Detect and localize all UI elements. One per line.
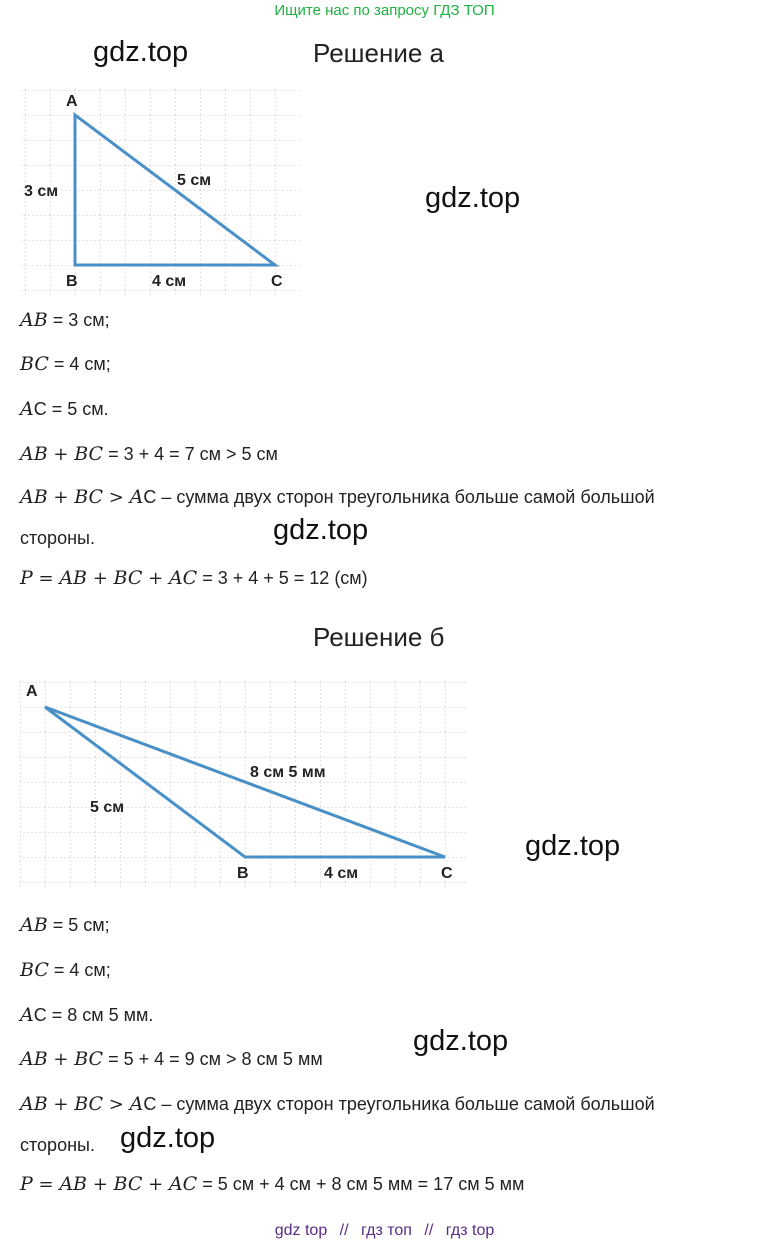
vertex-label-c: C — [441, 865, 453, 882]
footer-link-gdz-top-mixed[interactable]: гдз top — [445, 1222, 495, 1239]
watermark: gdz.top — [425, 182, 521, 214]
side-label-ab: 5 см — [90, 799, 125, 816]
solution-line-b4: AB + BC = 5 + 4 = 9 см > 8 см 5 мм — [20, 1048, 323, 1070]
vertex-label-a: A — [66, 93, 78, 110]
triangle-figure-a — [20, 88, 300, 296]
footer-separator: // — [424, 1222, 434, 1239]
solution-line-a2: BC = 4 см; — [20, 353, 111, 375]
solution-line-b3: AС = 8 см 5 мм. — [20, 1004, 154, 1026]
watermark: gdz.top — [120, 1122, 216, 1154]
heading-part-b: Решение б — [313, 622, 445, 652]
watermark: gdz.top — [525, 830, 621, 862]
solution-line-b2: BC = 4 см; — [20, 959, 111, 981]
watermark: gdz.top — [93, 36, 189, 68]
side-label-ac: 5 см — [177, 172, 212, 189]
vertex-label-b: B — [237, 865, 249, 882]
footer-links — [0, 1222, 769, 1240]
triangle-figure-b — [20, 680, 468, 888]
footer-link-gdz-top-ru[interactable]: гдз топ — [361, 1222, 412, 1239]
vertex-label-a: A — [26, 683, 38, 700]
vertex-label-c: C — [271, 273, 283, 290]
solution-line-b6: стороны. — [20, 1135, 95, 1155]
side-label-ac: 8 см 5 мм — [250, 764, 326, 781]
footer-separator: // — [339, 1222, 349, 1239]
solution-line-a5: AB + BC > AС – сумма двух сторон треугольника больше самой большой — [20, 486, 655, 508]
heading-part-a: Решение а — [313, 38, 445, 68]
solution-line-a6: стороны. — [20, 528, 95, 548]
side-label-bc: 4 см — [152, 273, 187, 290]
top-banner: Ищите нас по запросу ГДЗ ТОП — [274, 2, 495, 19]
vertex-label-b: B — [66, 273, 78, 290]
solution-line-a3: AС = 5 см. — [20, 398, 109, 420]
solution-line-a1: AB = 3 см; — [20, 309, 110, 331]
watermark: gdz.top — [273, 514, 369, 546]
solution-line-b1: AB = 5 см; — [20, 914, 110, 936]
footer-link-gdz-top[interactable]: gdz top — [274, 1222, 328, 1239]
solution-line-a4: AB + BC = 3 + 4 = 7 см > 5 см — [20, 443, 278, 465]
solution-line-b5: AB + BC > AС – сумма двух сторон треугольника больше самой большой — [20, 1093, 655, 1115]
solution-line-b7: P = AB + BC + AC = 5 см + 4 см + 8 см 5 мм = 17 см 5 мм — [20, 1173, 525, 1195]
side-label-ab: 3 см — [24, 183, 59, 200]
side-label-bc: 4 см — [324, 865, 359, 882]
solution-line-a7: P = AB + BC + AC = 3 + 4 + 5 = 12 (см) — [20, 567, 368, 589]
watermark: gdz.top — [413, 1025, 509, 1057]
